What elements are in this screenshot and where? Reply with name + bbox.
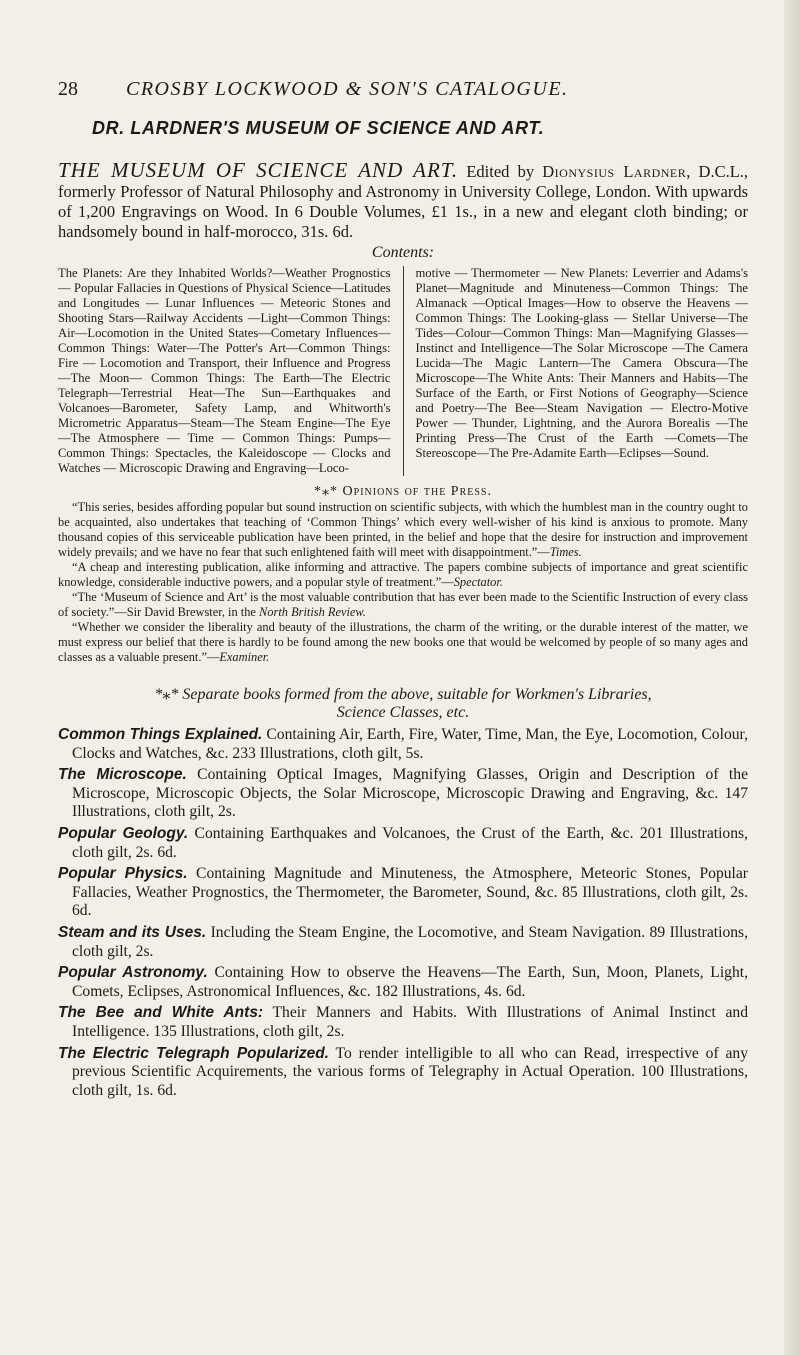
book-entry [58, 726, 748, 763]
opinion-source: Times. [549, 545, 582, 559]
book-entry-title: Popular Physics. [58, 865, 188, 883]
opinion-item: “A cheap and interesting publication, alike informing and attractive. The papers combine subjects of importance and great scientific knowledge, considerable inductive powers, and a popular style of treatment.”—Spectator. [58, 560, 748, 589]
book-entry-desc: Containing Earthquakes and Volcanoes, the Crust of the Earth, &c. 201 Illustrations, cloth gilt, 2s. 6d. [72, 824, 748, 861]
separate-books-heading [58, 686, 748, 722]
opinion-source: Spectator. [453, 575, 503, 589]
intro-text: , D.C.L., formerly Professor of Natural Philosophy and Astronomy in University College, London. With upwards of 1,200 Engravings on Wood. In 6 Double Volumes, £1 1s., in a new and elegant cloth binding; or handsomely bound in half-morocco, 31s. 6d. [58, 162, 749, 241]
contents-right-column: motive — Thermometer — New Planets: Leverrier and Adams's Planet—Magnitude and Minuteness—Common Things: The Almanack —Optical Images—How to observe the Heavens — Common Things: The Looking-glass — Stellar Universe—The Tides—Colour—Common Things: Man—Magnifying Glasses—Instinct and Intelligence—The Solar Microscope —The Camera Lucida—The Magic Lantern—The Camera Obscura—The Microscope—The White Ants: Their Manners and Habits—The Surface of the Earth, or First Notions of Geography—Science and Poetry—The Bee—Steam Navigation — Electro-Motive Power — Thunder, Lightning, and the Aurora Borealis —The Printing Press—The Crust of the Earth —Comets—The Stereoscope—The Pre-Adamite Earth—Eclipses—Sound. [415, 266, 748, 460]
opinions-list [58, 500, 748, 665]
opinion-item: “The ‘Museum of Science and Art’ is the most valuable contribution that has ever been made to the Scientific Instruction of every class of society.”—Sir David Brewster, in the North British Review. [58, 590, 748, 619]
book-entry-desc: Containing Optical Images, Magnifying Glasses, Origin and Description of the Microscope, Microscopic Objects, the Solar Microscope, Microscopic Drawing and Engraving, &c. 147 Illustrations, cloth gilt, 2s. [72, 766, 748, 821]
opinions-heading: *⁎* Opinions of the Press. [314, 484, 492, 499]
page-number: 28 [58, 78, 78, 100]
book-entry-title: The Bee and White Ants: [58, 1004, 264, 1022]
book-entry-title: The Microscope. [58, 766, 187, 784]
separate-books-line: Science Classes, etc. [336, 704, 470, 721]
book-entry-desc: Containing Magnitude and Minuteness, the Atmosphere, Meteoric Stones, Popular Fallacies, Weather Prognostics, the Thermometer, the Barometer, Sound, &c. 85 Illustrations, cloth gilt, 2s. 6d. [72, 865, 748, 920]
opinion-source: North British Review. [259, 605, 366, 619]
running-title: CROSBY LOCKWOOD & SON'S CATALOGUE. [126, 78, 569, 100]
page-edge [784, 0, 800, 1355]
book-entry [58, 865, 748, 921]
book-entry-desc: To render intelligible to all who can Read, irrespective of any previous Scientific Acquirements, the various forms of Telegraphy in Actual Operation. 100 Illustrations, cloth gilt, 1s. 6d. [72, 1044, 748, 1099]
contents-heading: Contents: [371, 244, 435, 261]
intro-paragraph [58, 160, 748, 242]
book-entry [58, 825, 748, 862]
book-entry-title: Popular Astronomy. [58, 964, 208, 982]
book-entry-title: The Electric Telegraph Popularized. [58, 1044, 329, 1062]
book-entry-desc: Containing Air, Earth, Fire, Water, Time, Man, the Eye, Locomotion, Colour, Clocks and Watches, &c. 233 Illustrations, cloth gilt, 5s. [72, 726, 748, 762]
book-entry-desc: Their Manners and Habits. With Illustrations of Animal Instinct and Intelligence. 135 Illustrations, cloth gilt, 2s. [72, 1004, 748, 1040]
book-entry [58, 964, 748, 1001]
running-head [58, 78, 748, 106]
section-title: DR. LARDNER'S MUSEUM OF SCIENCE AND ART. [92, 118, 545, 138]
book-entry-desc: Including the Steam Engine, the Locomotive, and Steam Navigation. 89 Illustrations, cloth gilt, 2s. [72, 923, 748, 960]
book-entry-title: Common Things Explained. [58, 726, 263, 743]
separate-books-line: *⁎* Separate books formed from the above, suitable for Workmen's Libraries, [154, 686, 652, 703]
opinion-item: “Whether we consider the liberality and beauty of the illustrations, the charm of the writing, or the durable interest of the matter, we must express our belief that there is hardly to be found among the new books one that would be welcomed by people of so many ages and classes as a valuable present.”—Examiner. [58, 620, 748, 664]
opinion-item: “This series, besides affording popular but sound instruction on scientific subjects, with which the humblest man in the country ought to be acquainted, also undertakes that teaching of ‘Common Things’ which every well-wisher of his kind is anxious to promote. Many thousand copies of this serviceable publication have been printed, in the belief and hope that the desire for instruction and improvement widely prevails; and we have no fear that such enlightened faith will meet with disappointment.”—Times. [58, 500, 748, 559]
author-name: Dionysius Lardner [542, 162, 687, 181]
book-title: THE MUSEUM OF SCIENCE AND ART. [58, 158, 459, 182]
book-entry [58, 924, 748, 961]
book-entry [58, 1045, 748, 1101]
book-entry-title: Popular Geology. [58, 824, 189, 842]
book-entry-title: Steam and its Uses. [58, 923, 207, 941]
opinion-source: Examiner. [219, 650, 270, 664]
book-entry-desc: Containing How to observe the Heavens—The Earth, Sun, Moon, Planets, Light, Comets, Eclipses, Astronomical Influences, &c. 182 Illustrations, 4s. 6d. [72, 964, 748, 1000]
book-list [58, 726, 748, 1103]
book-entry [58, 766, 748, 822]
contents-left-column: The Planets: Are they Inhabited Worlds?—Weather Prognostics — Popular Fallacies in Questions of Physical Science—Latitudes and Longitudes — Lunar Influences — Meteoric Stones and Shooting Stars—Railway Accidents —Light—Common Things: Air—Locomotion in the United States—Cometary Influences—Common Things: Water—The Potter's Art—Common Things: Fire — Locomotion and Transport, their Influence and Progress—The Moon— Common Things: The Earth—The Electric Telegraph—Terrestrial Heat—The Sun—Earthquakes and Volcanoes—Barometer, Safety Lamp, and Whitworth's Micrometric Apparatus—Steam—The Steam Engine—The Eye—The Atmosphere — Time — Common Things: Pumps—Common Things: Spectacles, the Kaleidoscope — Clocks and Watches — Microscopic Drawing and Engraving—Loco- [58, 266, 404, 476]
book-entry [58, 1004, 748, 1041]
contents-columns [58, 266, 748, 476]
edited-by: Edited by [466, 162, 535, 181]
